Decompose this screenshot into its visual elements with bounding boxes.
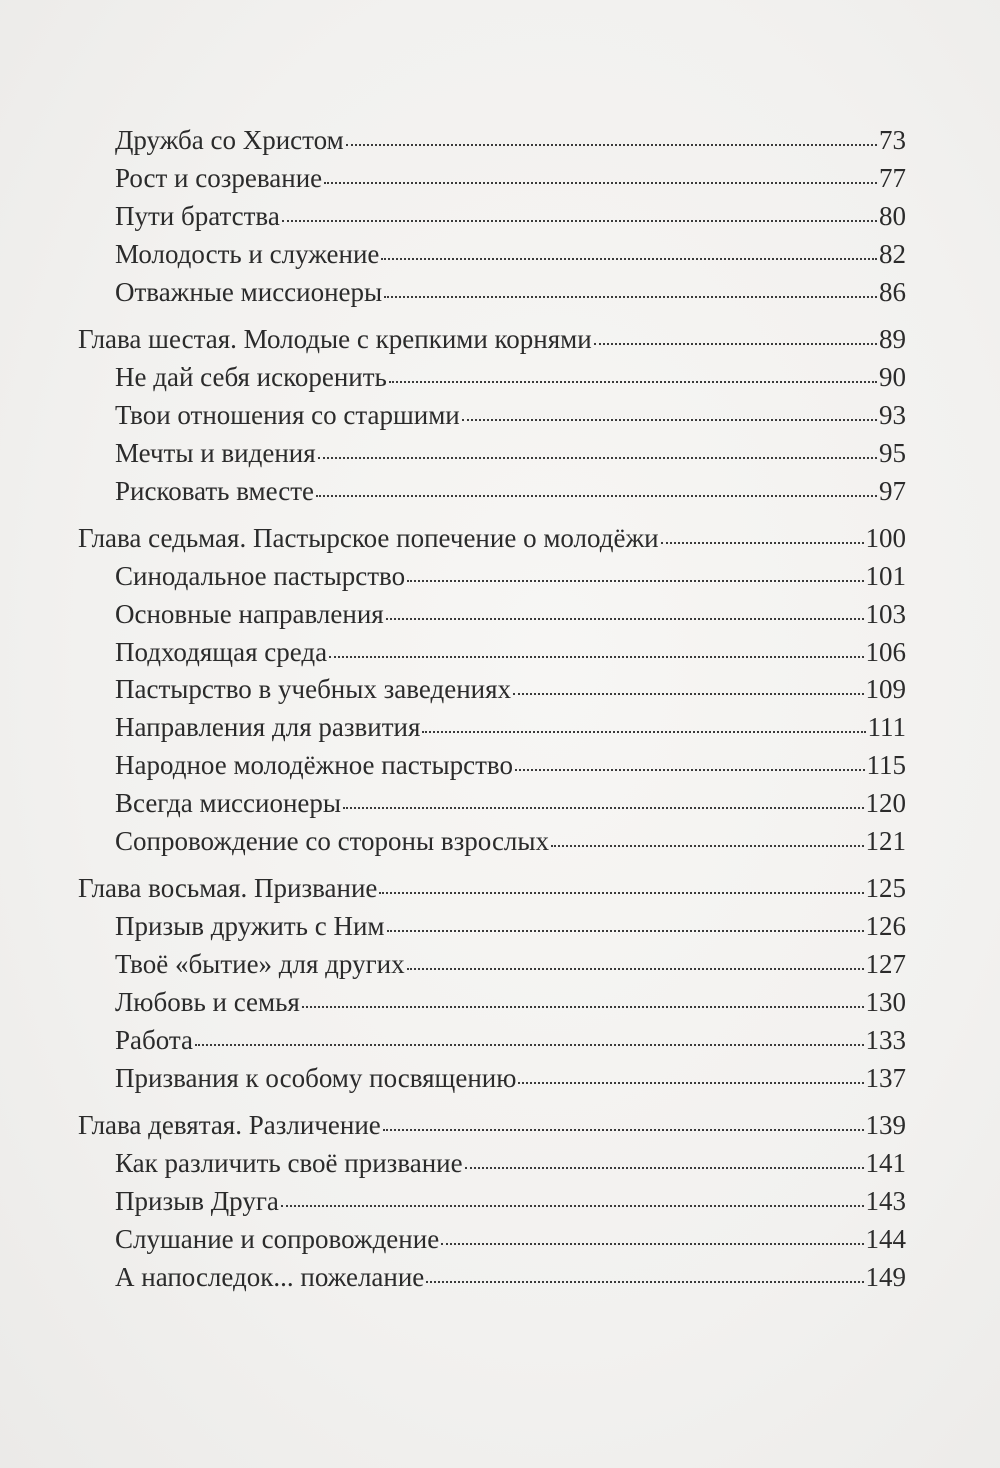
toc-chapter-entry <box>78 1107 906 1145</box>
toc-section-entry <box>78 823 906 861</box>
toc-section-entry <box>78 671 906 709</box>
toc-entry-page-number: 121 <box>865 826 906 857</box>
dot-leader <box>462 419 877 421</box>
toc-section-entry <box>78 1259 906 1297</box>
toc-entry-page-number: 77 <box>879 162 906 193</box>
dot-leader <box>346 144 877 146</box>
toc-section-entry <box>78 236 906 274</box>
toc-entry-title: Призыв Друга <box>115 1186 279 1217</box>
toc-entry-title: Любовь и семья <box>115 987 300 1018</box>
dot-leader <box>661 542 864 544</box>
toc-entry-title: Пути братства <box>115 200 280 231</box>
toc-chapter-entry <box>78 321 906 359</box>
toc-entry-page-number: 149 <box>865 1261 906 1292</box>
toc-section-entry <box>78 1221 906 1259</box>
toc-section-entry <box>78 558 906 596</box>
dot-leader <box>384 296 877 298</box>
dot-leader <box>407 968 864 970</box>
dot-leader <box>343 807 863 809</box>
toc-section-entry <box>78 1060 906 1098</box>
dot-leader <box>381 258 877 260</box>
toc-entry-page-number: 143 <box>865 1186 906 1217</box>
toc-entry-page-number: 73 <box>879 125 906 155</box>
toc-entry-title: Глава восьмая. Призвание <box>78 873 378 904</box>
toc-entry-title: Рисковать вместе <box>115 475 315 506</box>
toc-section-entry <box>78 160 906 198</box>
toc-entry-title: Как различить своё призвание <box>115 1148 463 1179</box>
toc-entry-title: Глава девятая. Различение <box>78 1110 381 1141</box>
dot-leader <box>302 1006 864 1008</box>
toc-entry-title: Всегда миссионеры <box>115 788 342 819</box>
toc-entry-title: Слушание и сопровождение <box>115 1223 440 1254</box>
dot-leader <box>518 1082 863 1084</box>
toc-entry-title: А напоследок... пожелание <box>115 1261 425 1292</box>
toc-entry-title: Сопровождение со стороны взрослых <box>115 826 550 857</box>
toc-entry-page-number: 111 <box>867 712 906 743</box>
toc-entry-page-number: 82 <box>879 238 906 269</box>
dot-leader <box>465 1167 864 1169</box>
toc-entry-page-number: 144 <box>865 1223 906 1254</box>
toc-section-entry <box>78 198 906 236</box>
toc-section-entry <box>78 359 906 397</box>
toc-entry-title: Подходящая среда <box>115 636 328 667</box>
toc-entry-title: Дружба со Христом <box>115 125 344 155</box>
toc-entry-title: Основные направления <box>115 598 384 629</box>
toc-section-entry <box>78 1022 906 1060</box>
toc-entry-page-number: 133 <box>865 1024 906 1055</box>
toc-section-entry <box>78 122 906 160</box>
toc-entry-title: Твои отношения со старшими <box>115 399 460 430</box>
dot-leader <box>281 1205 864 1207</box>
dot-leader <box>379 892 863 894</box>
toc-entry-page-number: 90 <box>879 361 906 392</box>
toc-entry-title: Глава шестая. Молодые с крепкими корнями <box>78 323 592 354</box>
toc-section-entry <box>78 473 906 511</box>
dot-leader <box>594 343 877 345</box>
toc-entry-title: Молодость и служение <box>115 238 380 269</box>
dot-leader <box>389 381 877 383</box>
toc-section-entry <box>78 709 906 747</box>
toc-entry-title: Не дай себя искоренить <box>115 361 387 392</box>
toc-entry-page-number: 101 <box>865 560 906 591</box>
toc-chapter-entry <box>78 520 906 558</box>
toc-entry-page-number: 130 <box>865 987 906 1018</box>
toc-section-entry <box>78 747 906 785</box>
dot-leader <box>407 580 863 582</box>
dot-leader <box>441 1243 863 1245</box>
toc-section-entry <box>78 908 906 946</box>
toc-section-entry <box>78 397 906 435</box>
toc-entry-title: Глава седьмая. Пастырское попечение о молодёжи <box>78 522 659 553</box>
toc-entry-title: Синодальное пастырство <box>115 560 406 591</box>
toc-entry-title: Призвания к особому посвящению <box>115 1062 517 1093</box>
toc-chapter-entry <box>78 870 906 908</box>
dot-leader <box>386 618 864 620</box>
toc-entry-title: Направления для развития <box>115 712 421 743</box>
dot-leader <box>282 220 877 222</box>
toc-entry-page-number: 120 <box>865 788 906 819</box>
toc-entry-title: Твоё «бытие» для других <box>115 949 405 980</box>
toc-entry-page-number: 100 <box>865 522 906 553</box>
toc-entry-title: Мечты и видения <box>115 437 316 468</box>
toc-entry-title: Отважные миссионеры <box>115 276 383 307</box>
dot-leader <box>324 182 877 184</box>
toc-entry-title: Призыв дружить с Ним <box>115 911 385 942</box>
dot-leader <box>318 457 877 459</box>
toc-section-entry <box>78 435 906 473</box>
dot-leader <box>426 1281 863 1283</box>
dot-leader <box>513 693 863 695</box>
toc-entry-page-number: 139 <box>865 1110 906 1141</box>
table-of-contents <box>78 122 906 1297</box>
toc-entry-title: Пастырство в учебных заведениях <box>115 674 512 705</box>
toc-section-entry <box>78 1183 906 1221</box>
toc-entry-page-number: 125 <box>865 873 906 904</box>
dot-leader <box>383 1129 864 1131</box>
toc-entry-page-number: 141 <box>865 1148 906 1179</box>
toc-section-entry <box>78 596 906 634</box>
dot-leader <box>195 1044 864 1046</box>
toc-section-entry <box>78 785 906 823</box>
toc-entry-page-number: 89 <box>879 323 906 354</box>
dot-leader <box>422 731 865 733</box>
toc-section-entry <box>78 634 906 672</box>
toc-entry-title: Народное молодёжное пастырство <box>115 750 513 781</box>
toc-entry-page-number: 103 <box>865 598 906 629</box>
toc-entry-page-number: 109 <box>865 674 906 705</box>
dot-leader <box>387 930 864 932</box>
toc-section-entry <box>78 274 906 312</box>
toc-entry-page-number: 97 <box>879 475 906 506</box>
toc-entry-page-number: 106 <box>865 636 906 667</box>
dot-leader <box>551 845 863 847</box>
toc-entry-page-number: 126 <box>865 911 906 942</box>
toc-entry-title: Работа <box>115 1024 193 1055</box>
dot-leader <box>515 769 865 771</box>
dot-leader <box>329 656 863 658</box>
toc-entry-page-number: 115 <box>866 750 906 781</box>
toc-entry-page-number: 95 <box>879 437 906 468</box>
toc-section-entry <box>78 984 906 1022</box>
toc-section-entry <box>78 946 906 984</box>
toc-entry-page-number: 93 <box>879 399 906 430</box>
dot-leader <box>316 495 877 497</box>
toc-entry-page-number: 127 <box>865 949 906 980</box>
toc-entry-title: Рост и созревание <box>115 162 323 193</box>
toc-section-entry <box>78 1145 906 1183</box>
toc-entry-page-number: 80 <box>879 200 906 231</box>
toc-entry-page-number: 137 <box>865 1062 906 1093</box>
toc-entry-page-number: 86 <box>879 276 906 307</box>
